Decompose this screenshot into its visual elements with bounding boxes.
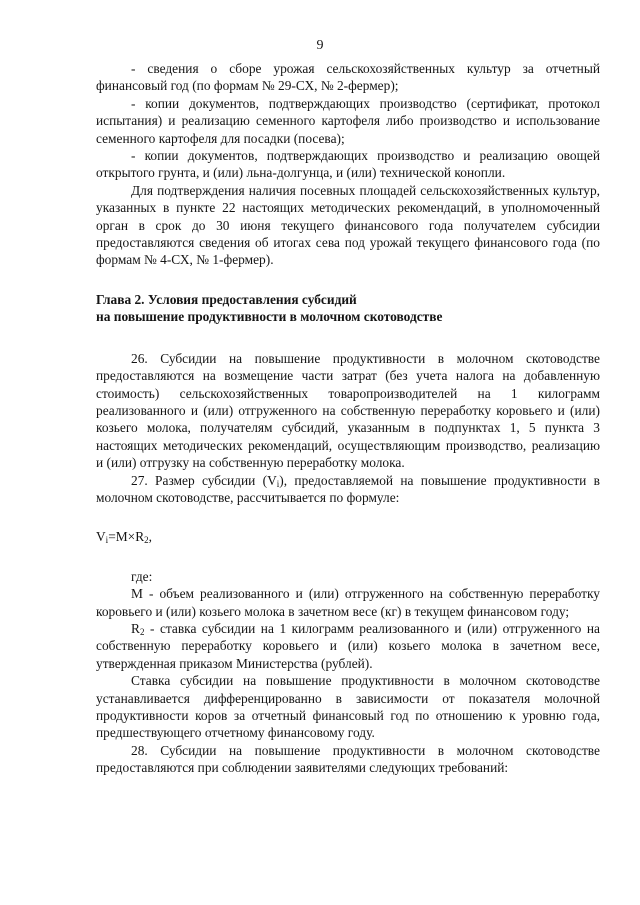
paragraph-27-start: 27. Размер субсидии (V: [131, 472, 277, 488]
paragraph-harvest-info: - сведения о сборе урожая сельскохозяйственных культур за отчетный финансовый год (по формам № 29-СХ, № 2-фермер);: [96, 61, 600, 94]
formula-v-subscript: i: [105, 535, 109, 546]
definition-m: M - объем реализованного и (или) отгруженного на собственную переработку коровьего и (или) козьего молока в зачетном весе (кг) в текущем финансовом году;: [96, 586, 600, 619]
paragraph-sowing-area: Для подтверждения наличия посевных площадей сельскохозяйственных культур, указанных в пункте 22 настоящих методических рекомендаций, в уполномоченный орган в срок до 30 июня текущего финансового года получателем субсидии предоставляются сведения об итогах сева под урожай текущего финансового года (по формам № 4-СХ, № 1-фермер).: [96, 182, 600, 268]
chapter-title-line2: на повышение продуктивности в молочном скотоводстве: [96, 309, 443, 325]
chapter-title: [96, 291, 600, 326]
paragraph-potato-docs: - копии документов, подтверждающих производство (сертификат, протокол испытания) и реализацию семенного картофеля либо производство и использование семенного картофеля для посадки (посева);: [96, 95, 600, 146]
paragraph-27-subscript: i: [276, 478, 280, 489]
formula-middle: =M×R: [108, 529, 145, 545]
definition-r2-text: - ставка субсидии на 1 килограмм реализованного и (или) отгруженного на собственную переработку коровьего и (или) козьего молока в зачетном весе, утвержденная приказом Министерства (рублей).: [96, 620, 600, 671]
definition-r2-symbol: R: [131, 620, 140, 636]
where-label: где:: [131, 568, 153, 584]
formula-v: V: [96, 529, 106, 545]
paragraph-rate: Ставка субсидии на повышение продуктивности в молочном скотоводстве устанавливается дифференцированно в зависимости от показателя молочной продуктивности коров за отчетный финансовый год по отношению к уровню года, предшествующего отчетному финансовому году.: [96, 673, 600, 741]
paragraph-26: 26. Субсидии на повышение продуктивности в молочном скотоводстве предоставляются на возмещение части затрат (без учета налога на добавленную стоимость) сельскохозяйственных товаропроизводителей на 1 килограмм реализованного и (или) отгруженного на собственную переработку коровьего и (или) козьего молока, получателям субсидий, указанным в подпунктах 1, 5 пункта 3 настоящих методических рекомендаций, осуществляющим производство, реализацию и (или) отгрузку на собственную переработку молока.: [96, 350, 600, 471]
paragraph-vegetable-docs: - копии документов, подтверждающих производство и реализацию овощей открытого грунта, и (или) льна-долгунца, и (или) технической конопли.: [96, 148, 600, 181]
definition-r2-subscript: 2: [139, 626, 145, 637]
formula-r-subscript: 2: [144, 535, 149, 546]
definition-r2: [96, 620, 600, 672]
formula: [96, 528, 600, 545]
paragraph-28: 28. Субсидии на повышение продуктивности в молочном скотоводстве предоставляются при соблюдении заявителями следующих требований:: [96, 742, 600, 776]
page-number: 9: [316, 38, 324, 53]
paragraph-27: [96, 472, 600, 507]
formula-end: ,: [148, 529, 152, 545]
chapter-title-line1: Глава 2. Условия предоставления субсидий: [96, 291, 357, 307]
document-body: [96, 60, 600, 777]
paragraph-27-end: ), предоставляемой на повышение продуктивности в молочном скотоводстве, рассчитывается по формуле:: [96, 472, 600, 505]
